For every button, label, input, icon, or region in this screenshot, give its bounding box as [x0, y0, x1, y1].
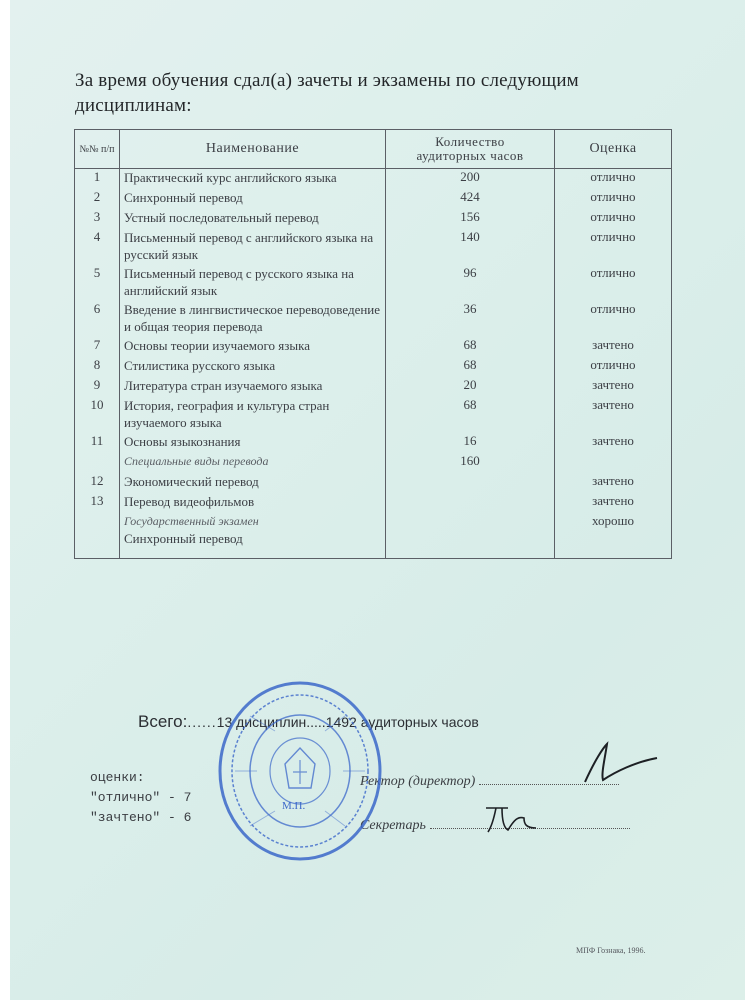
- row-discipline-name: Устный последовательный перевод: [124, 209, 319, 225]
- stamp-initials: М.П.: [282, 800, 306, 812]
- row-subheading: Государственный экзамен: [124, 513, 259, 528]
- secretary-label: Секретарь: [360, 818, 426, 833]
- row-number: 9: [75, 377, 120, 397]
- row-hours: [386, 493, 555, 513]
- row-discipline: [120, 229, 386, 265]
- row-discipline: [120, 397, 386, 433]
- header-grade: Оценка: [555, 130, 672, 169]
- row-discipline: [120, 453, 386, 473]
- row-discipline-name: Синхронный перевод: [124, 189, 243, 205]
- total-hours: 1492 аудиторных часов: [325, 714, 479, 730]
- row-number: 13: [75, 493, 120, 513]
- row-grade: отлично: [555, 301, 672, 337]
- row-discipline-name: Практический курс английского языка: [124, 170, 337, 185]
- row-number: 10: [75, 397, 120, 433]
- row-hours: 160: [386, 453, 555, 473]
- table-row: [75, 357, 672, 377]
- row-grade: отлично: [555, 357, 672, 377]
- row-grade: зачтено: [555, 397, 672, 433]
- row-hours: 96: [386, 265, 555, 301]
- table-row: [75, 337, 672, 357]
- heading-line-1: За время обучения сдал(а) зачеты и экзамены по следующим: [75, 70, 579, 91]
- row-discipline: [120, 433, 386, 453]
- header-hours-line-1: Количество: [435, 134, 505, 149]
- row-hours: 20: [386, 377, 555, 397]
- row-discipline-name: Основы языкознания: [124, 433, 241, 449]
- grades-summary: [90, 768, 191, 828]
- certificate-sheet: [10, 0, 745, 1000]
- row-number: 7: [75, 337, 120, 357]
- row-discipline: [120, 209, 386, 229]
- disciplines-table: [74, 129, 672, 559]
- table-row: [75, 397, 672, 433]
- header-hours: [386, 130, 555, 169]
- row-discipline-name: Экономический перевод: [124, 473, 259, 489]
- total-line: Всего:......13 дисциплин.....1492 аудиторных часов: [138, 712, 479, 731]
- footer-imprint: МПФ Гознака, 1996.: [576, 946, 646, 955]
- row-number: 6: [75, 301, 120, 337]
- row-discipline-name: Введение в лингвистическое переводоведение и общая теория перевода: [124, 301, 381, 334]
- row-hours: 140: [386, 229, 555, 265]
- row-number: [75, 513, 120, 559]
- table-row: [75, 513, 672, 559]
- row-hours: 68: [386, 397, 555, 433]
- table-row: [75, 169, 672, 189]
- row-number: 2: [75, 189, 120, 209]
- table-row: [75, 209, 672, 229]
- row-discipline-name: Письменный перевод с английского языка на русский язык: [124, 229, 374, 262]
- rector-label: Ректор (директор): [360, 774, 476, 789]
- row-discipline-name: Стилистика русского языка: [124, 357, 276, 373]
- row-grade: отлично: [555, 265, 672, 301]
- row-number: [75, 453, 120, 473]
- row-discipline: [120, 337, 386, 357]
- row-discipline: [120, 473, 386, 493]
- total-label: Всего:: [138, 712, 188, 731]
- grades-passed: "зачтено" - 6: [90, 810, 192, 825]
- table-body: [75, 169, 672, 559]
- row-discipline-name: Синхронный перевод: [124, 530, 243, 546]
- table-row: [75, 189, 672, 209]
- row-discipline-name: Литература стран изучаемого языка: [124, 377, 323, 393]
- row-number: 12: [75, 473, 120, 493]
- header-name: Наименование: [120, 130, 386, 169]
- secretary-signature-icon: [480, 802, 540, 836]
- row-number: 4: [75, 229, 120, 265]
- table-row: [75, 377, 672, 397]
- total-disciplines: 13 дисциплин: [216, 714, 307, 730]
- row-grade: отлично: [555, 209, 672, 229]
- row-discipline-name: История, география и культура стран изучаемого языка: [124, 397, 330, 430]
- row-discipline: [120, 493, 386, 513]
- row-hours: 156: [386, 209, 555, 229]
- row-discipline: [120, 169, 386, 189]
- row-grade: зачтено: [555, 377, 672, 397]
- row-hours: 36: [386, 301, 555, 337]
- row-grade: [555, 453, 672, 473]
- header-num: №№ п/п: [75, 130, 120, 169]
- heading-line-2: дисциплинам:: [75, 95, 192, 116]
- row-number: 5: [75, 265, 120, 301]
- row-grade: зачтено: [555, 433, 672, 453]
- row-grade: зачтено: [555, 473, 672, 493]
- row-hours: 200: [386, 169, 555, 189]
- row-hours: 68: [386, 337, 555, 357]
- row-number: 3: [75, 209, 120, 229]
- row-number: 8: [75, 357, 120, 377]
- row-grade: хорошо: [555, 513, 672, 559]
- row-discipline: [120, 357, 386, 377]
- row-discipline: [120, 189, 386, 209]
- table-row: [75, 301, 672, 337]
- row-grade: зачтено: [555, 493, 672, 513]
- row-discipline-name: Основы теории изучаемого языка: [124, 337, 310, 353]
- row-hours: 68: [386, 357, 555, 377]
- row-grade: зачтено: [555, 337, 672, 357]
- rector-signature-icon: [565, 740, 665, 790]
- table-row: [75, 493, 672, 513]
- row-hours: [386, 473, 555, 493]
- table-row: [75, 229, 672, 265]
- table-row: [75, 453, 672, 473]
- row-discipline-name: Перевод видеофильмов: [124, 493, 255, 509]
- page-heading: [75, 68, 680, 118]
- table-row: [75, 473, 672, 493]
- row-hours: 424: [386, 189, 555, 209]
- row-number: 11: [75, 433, 120, 453]
- row-subheading: Специальные виды перевода: [124, 453, 269, 468]
- row-grade: отлично: [555, 189, 672, 209]
- row-discipline: [120, 265, 386, 301]
- row-grade: отлично: [555, 229, 672, 265]
- row-discipline: [120, 377, 386, 397]
- row-discipline-name: Письменный перевод с русского языка на английский язык: [124, 265, 354, 298]
- table-header-row: [75, 130, 672, 169]
- row-hours: [386, 513, 555, 559]
- row-number: 1: [75, 169, 120, 189]
- official-seal-icon: [215, 676, 385, 866]
- grades-label: оценки:: [90, 770, 145, 785]
- header-hours-line-2: аудиторных часов: [416, 148, 524, 163]
- row-discipline: [120, 513, 386, 559]
- row-discipline: [120, 301, 386, 337]
- table-row: [75, 433, 672, 453]
- table-row: [75, 265, 672, 301]
- row-hours: 16: [386, 433, 555, 453]
- row-grade: отлично: [555, 169, 672, 189]
- grades-excellent: "отлично" - 7: [90, 790, 192, 805]
